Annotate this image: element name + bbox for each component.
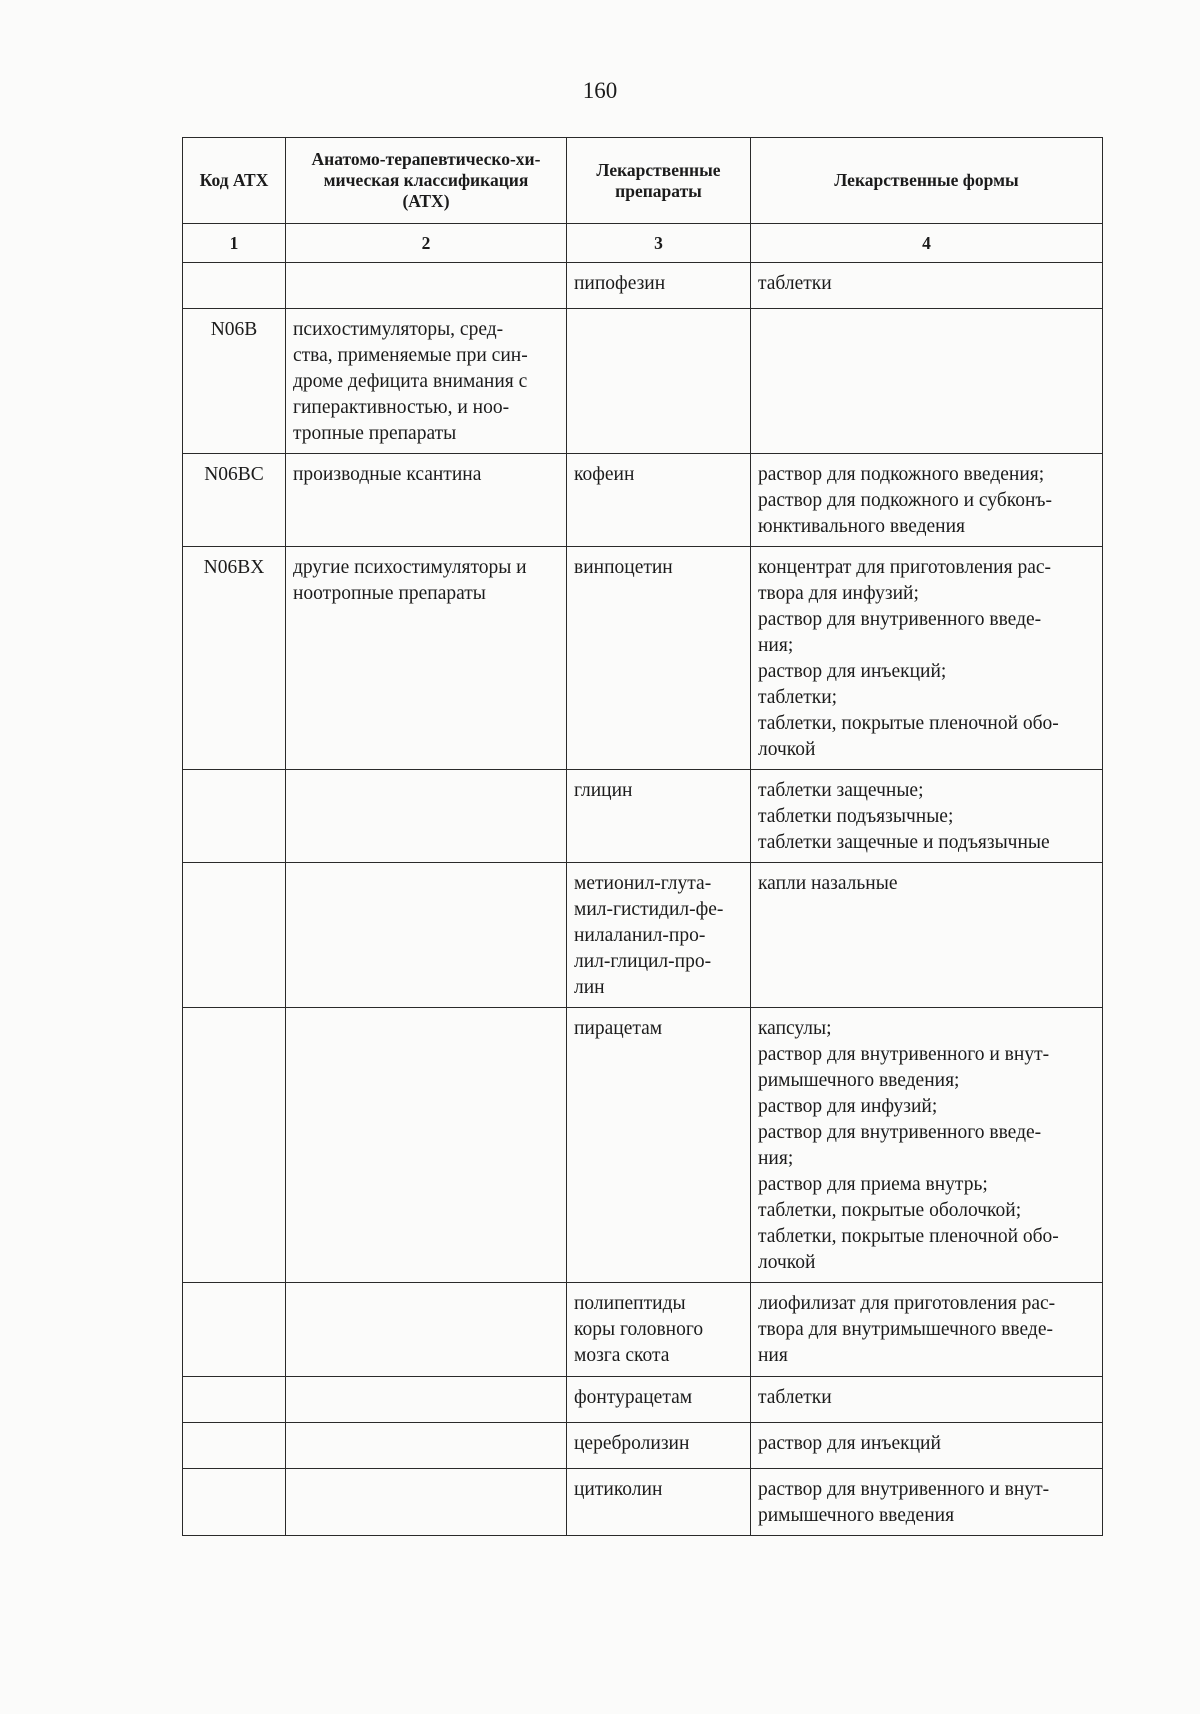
dosage-form-cell-line: концентрат для приготовления рас- (758, 557, 1051, 578)
drug-cell-line: полипептиды (574, 1293, 686, 1314)
dosage-form-cell-line: раствор для инъекций (758, 1433, 941, 1454)
dosage-form-cell (751, 1423, 1103, 1469)
dosage-form-cell-line: римышечного введения (758, 1505, 955, 1526)
table-row (183, 1008, 1103, 1283)
drug-cell (567, 770, 751, 863)
dosage-form-cell-line: таблетки защечные; (758, 780, 924, 801)
drug-cell-line: церебролизин (574, 1433, 690, 1454)
header-forms: Лекарственные формы (751, 138, 1103, 224)
dosage-form-cell (751, 1283, 1103, 1377)
dosage-form-cell (751, 1008, 1103, 1283)
classification-cell (286, 454, 567, 547)
table-row (183, 863, 1103, 1008)
table-row (183, 309, 1103, 454)
dosage-form-cell-line: таблетки; (758, 687, 838, 708)
drug-cell-line: коры головного (574, 1319, 704, 1340)
classification-cell-line: ства, применяемые при син- (293, 345, 528, 366)
atx-code-cell (183, 1423, 286, 1469)
dosage-form-cell-line: раствор для внутривенного и внут- (758, 1044, 1050, 1065)
table-row (183, 547, 1103, 770)
classification-cell (286, 309, 567, 454)
dosage-form-cell (751, 1377, 1103, 1423)
dosage-form-cell (751, 454, 1103, 547)
dosage-form-cell-line: ния; (758, 1148, 794, 1169)
table-row (183, 1469, 1103, 1536)
atx-code-cell (183, 1377, 286, 1423)
classification-cell (286, 263, 567, 309)
drug-cell (567, 547, 751, 770)
dosage-form-cell-line: таблетки, покрытые пленочной обо- (758, 713, 1059, 734)
header-line: Лекарственные (596, 159, 721, 180)
dosage-form-cell-line: таблетки (758, 1387, 832, 1408)
dosage-form-cell-line: таблетки (758, 273, 832, 294)
dosage-form-cell (751, 309, 1103, 454)
table-row (183, 770, 1103, 863)
classification-cell-line: тропные препараты (293, 423, 457, 444)
drug-cell-line: пипофезин (574, 273, 666, 294)
classification-cell (286, 1008, 567, 1283)
table-body (183, 263, 1103, 1536)
drug-cell-line: мил-гистидил-фе- (574, 899, 724, 920)
drug-cell-line: пирацетам (574, 1018, 663, 1039)
classification-cell-line: ноотропные препараты (293, 583, 486, 604)
drug-cell-line: винпоцетин (574, 557, 673, 578)
drug-cell-line: глицин (574, 780, 633, 801)
classification-cell (286, 863, 567, 1008)
drug-cell-line: цитиколин (574, 1479, 663, 1500)
atx-code-cell (183, 263, 286, 309)
column-number: 4 (751, 224, 1103, 263)
dosage-form-cell-line: лиофилизат для приготовления рас- (758, 1293, 1056, 1314)
page-number: 160 (582, 78, 618, 103)
dosage-form-cell-line: таблетки защечные и подъязычные (758, 832, 1050, 853)
dosage-form-cell-line: твора для внутримышечного введе- (758, 1319, 1053, 1340)
column-number: 2 (286, 224, 567, 263)
dosage-form-cell-line: капли назальные (758, 873, 898, 894)
dosage-form-cell-line: раствор для внутривенного введе- (758, 609, 1042, 630)
dosage-form-cell (751, 547, 1103, 770)
dosage-form-cell-line: ния (758, 1345, 788, 1366)
header-code: Код АТХ (183, 138, 286, 224)
drug-cell-line: метионил-глута- (574, 873, 712, 894)
atx-code-cell: N06B (183, 309, 286, 454)
dosage-form-cell (751, 770, 1103, 863)
dosage-form-cell-line: раствор для подкожного введения; (758, 464, 1045, 485)
classification-cell-line: производные ксантина (293, 464, 482, 485)
table-row (183, 263, 1103, 309)
dosage-form-cell-line: лочкой (758, 1252, 816, 1273)
dosage-form-cell-line: раствор для приема внутрь; (758, 1174, 988, 1195)
header-line: препараты (615, 180, 702, 201)
drug-cell-line: кофеин (574, 464, 635, 485)
atx-code-cell (183, 1469, 286, 1536)
drug-cell (567, 309, 751, 454)
dosage-form-cell-line: раствор для внутривенного введе- (758, 1122, 1042, 1143)
classification-cell (286, 1377, 567, 1423)
dosage-form-cell (751, 1469, 1103, 1536)
dosage-form-cell-line: раствор для подкожного и субконъ- (758, 490, 1052, 511)
column-number: 3 (567, 224, 751, 263)
drug-cell (567, 263, 751, 309)
dosage-form-cell-line: таблетки, покрытые пленочной обо- (758, 1226, 1059, 1247)
dosage-form-cell-line: раствор для инфузий; (758, 1096, 938, 1117)
drug-cell-line: лин (574, 977, 605, 998)
atx-code-cell (183, 1283, 286, 1377)
dosage-form-cell-line: римышечного введения; (758, 1070, 960, 1091)
dosage-form-cell-line: твора для инфузий; (758, 583, 919, 604)
dosage-form-cell-line: таблетки, покрытые оболочкой; (758, 1200, 1022, 1221)
table-row (183, 1423, 1103, 1469)
drug-cell-line: фонтурацетам (574, 1387, 693, 1408)
atx-code-cell (183, 1008, 286, 1283)
dosage-form-cell-line: раствор для внутривенного и внут- (758, 1479, 1050, 1500)
classification-cell (286, 1469, 567, 1536)
drug-cell-line: нилаланил-про- (574, 925, 706, 946)
atx-code-cell (183, 863, 286, 1008)
classification-cell-line: дроме дефицита внимания с (293, 371, 528, 392)
column-number: 1 (183, 224, 286, 263)
header-line: мическая классификация (323, 170, 529, 190)
dosage-form-cell-line: юнктивального введения (758, 516, 966, 537)
classification-cell-line: другие психостимуляторы и (293, 557, 527, 578)
classification-cell (286, 1283, 567, 1377)
drug-cell-line: мозга скота (574, 1345, 670, 1366)
classification-cell (286, 770, 567, 863)
drug-cell (567, 1469, 751, 1536)
column-number-row (183, 224, 1103, 263)
drug-cell (567, 454, 751, 547)
dosage-form-cell-line: таблетки подъязычные; (758, 806, 954, 827)
drug-cell-line: лил-глицил-про- (574, 951, 712, 972)
header-line: Анатомо-терапевтическо-хи- (311, 149, 541, 169)
drug-cell (567, 1377, 751, 1423)
classification-cell (286, 1423, 567, 1469)
classification-cell (286, 547, 567, 770)
drug-cell (567, 863, 751, 1008)
classification-cell-line: гиперактивностью, и ноо- (293, 397, 510, 418)
dosage-form-cell-line: ния; (758, 635, 794, 656)
table-row (183, 1283, 1103, 1377)
atx-code-cell (183, 770, 286, 863)
header-row (183, 138, 1103, 224)
header-classification (286, 138, 567, 224)
dosage-form-cell-line: капсулы; (758, 1018, 832, 1039)
drug-cell (567, 1008, 751, 1283)
classification-cell-line: психостимуляторы, сред- (293, 319, 504, 340)
dosage-form-cell (751, 263, 1103, 309)
atx-table (182, 137, 1103, 1536)
dosage-form-cell-line: лочкой (758, 739, 816, 760)
dosage-form-cell-line: раствор для инъекций; (758, 661, 947, 682)
drug-cell (567, 1423, 751, 1469)
atx-code-cell: N06BX (183, 547, 286, 770)
header-line: (АТХ) (402, 191, 450, 211)
header-drugs (567, 138, 751, 224)
atx-code-cell: N06BC (183, 454, 286, 547)
table-row (183, 1377, 1103, 1423)
drug-cell (567, 1283, 751, 1377)
dosage-form-cell (751, 863, 1103, 1008)
table-row (183, 454, 1103, 547)
